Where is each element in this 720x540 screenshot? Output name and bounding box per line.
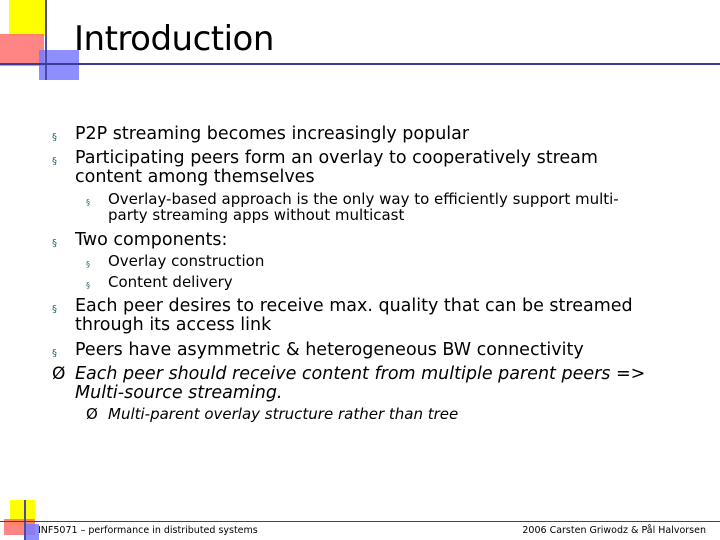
bullet-text: Content delivery xyxy=(108,273,233,291)
sub-arrow-item xyxy=(86,406,586,423)
title-underline xyxy=(0,63,720,65)
bullet-text: P2P streaming becomes increasingly popular xyxy=(75,124,470,144)
decor-red-square xyxy=(0,34,44,66)
decor-vertical-line-bottom xyxy=(24,500,26,540)
bullet-text: through its access link xyxy=(75,315,272,335)
bullet-text: Multi-source streaming. xyxy=(75,383,283,403)
bullet-marker: § xyxy=(52,156,57,167)
bullet-marker: § xyxy=(86,281,90,290)
bullet-text: Two components: xyxy=(75,230,228,250)
sub-bullet-item xyxy=(86,274,386,291)
bullet-marker: § xyxy=(52,304,57,315)
bullet-text: Each peer should receive content from multiple parent peers => xyxy=(75,364,646,384)
bullet-marker: § xyxy=(52,348,57,359)
bullet-item xyxy=(52,124,672,145)
footer-authors: 2006 Carsten Griwodz & Pål Halvorsen xyxy=(522,525,706,536)
bullet-marker: § xyxy=(52,238,57,249)
bullet-item xyxy=(52,230,672,251)
bullet-text: party streaming apps without multicast xyxy=(108,206,405,224)
bullet-item xyxy=(52,340,682,361)
decor-vertical-line xyxy=(45,0,47,80)
bullet-text: Multi-parent overlay structure rather than tree xyxy=(108,405,459,423)
sub-bullet-item xyxy=(86,253,386,270)
bullet-text: content among themselves xyxy=(75,167,315,187)
footer-rule xyxy=(0,521,720,522)
slide-title: Introduction xyxy=(74,19,274,59)
arrow-marker: Ø xyxy=(52,364,66,384)
bullet-text: Participating peers form an overlay to cooperatively stream xyxy=(75,148,598,168)
bullet-item xyxy=(52,296,682,338)
sub-bullet-item xyxy=(86,191,686,225)
bullet-text: Each peer desires to receive max. quality that can be streamed xyxy=(75,296,633,316)
decor-yellow-square xyxy=(9,0,45,36)
arrow-marker: Ø xyxy=(86,405,98,423)
arrow-item xyxy=(52,364,692,406)
bullet-marker: § xyxy=(86,198,90,207)
bullet-marker: § xyxy=(52,132,57,143)
decor-blue-square-bottom xyxy=(24,524,39,540)
bullet-marker: § xyxy=(86,260,90,269)
bullet-text: Overlay construction xyxy=(108,252,265,270)
bullet-text: Overlay-based approach is the only way to efficiently support multi- xyxy=(108,190,619,208)
bullet-text: Peers have asymmetric & heterogeneous BW connectivity xyxy=(75,340,584,360)
bullet-item xyxy=(52,148,672,190)
footer-course: INF5071 – performance in distributed systems xyxy=(38,525,258,536)
